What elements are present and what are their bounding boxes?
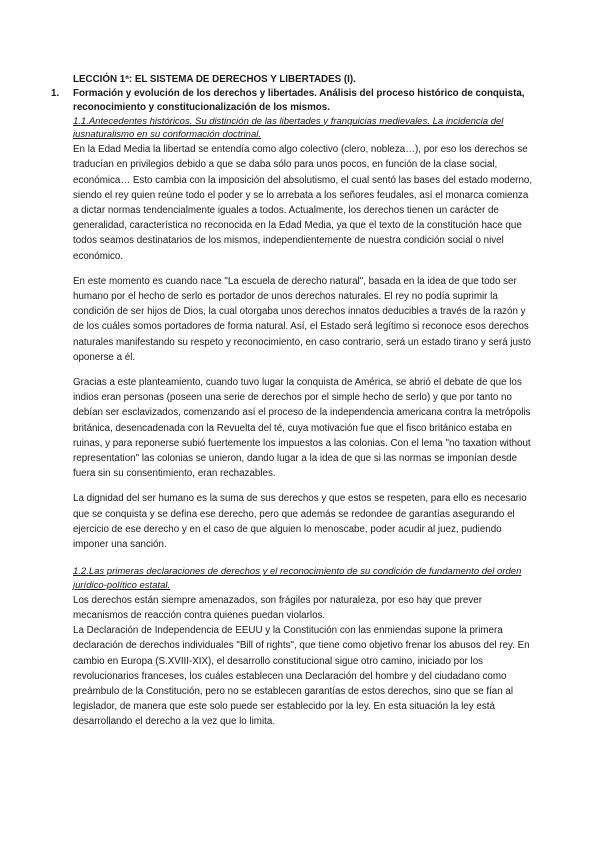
paragraph-declaracion-independencia: La Declaración de Independencia de EEUU y la Constitución con las enmiendas supone la primera declaración de derechos individuales "Bill of rights", que tiene como objetivo frenar los abusos del rey. En cambio en Europa (S.XVIII-XIX), el desarrollo constitucional sigue otro camino, iniciado por los revolucionarios franceses, los cuáles establecen una Declaración del hombre y del ciudadano como preámbulo de la Constitución, pero no se establecen garantías de estos derechos, sino que se fían al legislador, de manera que este solo puede ser establecido por la ley. En esta situación la ley está desarrollando el derecho a la vez que lo limita. xyxy=(73,625,530,728)
subsection-2-heading: 1.2.Las primeras declaraciones de derechos y el reconocimiento de su condición de fundamento del orden jurídico-político estatal. xyxy=(73,566,522,592)
paragraph-edad-media: En la Edad Media la libertad se entendía como algo colectivo (clero, nobleza…), por eso los derechos se traducían en privilegios debido a que se daba sólo para unos pocos, en función de la clase social, económica… Esto cambia con la imposición del absolutismo, el cual sentó las bases del estado moderno, siendo el rey quien reúne todo el poder y se lo arrebata a los señores feudales, así el monarca comienza a dictar normas tendencialmente iguales a todos. Actualmente, los derechos tienen un carácter de generalidad, característica no reconocida en la Edad Media, ya que el texto de la constitución hace que todos seamos destinatarios de los mismos, independientemente de nuestra condición social o nivel económico. xyxy=(73,144,533,262)
paragraph-escuela-derecho-natural: En este momento es cuando nace "La escuela de derecho natural", basada en la idea de que todo ser humano por el hecho de serlo es portador de unos derechos naturales. El rey no podía suprimir la condición de ser hijos de Dios, la cual otorgaba unos derechos innatos deducibles a través de la razón y de los cuáles somos portadores de forma natural. Así, el Estado será legítimo si reconoce esos derechos naturales manifestando su respeto y reconocimiento, en caso contrario, será un estado tirano y será justo oponerse a él. xyxy=(73,275,531,363)
section-heading xyxy=(51,87,535,115)
section-number: 1. xyxy=(51,88,60,99)
paragraph-derechos-amenazados: Los derechos están siempre amenazados, son frágiles por naturaleza, por eso hay que prever mecanismos de reacción contra quienes puedan violarlos. xyxy=(73,594,482,622)
lesson-title: LECCIÓN 1ª: EL SISTEMA DE DERECHOS Y LIBERTADES (I). xyxy=(73,74,356,85)
paragraph-dignidad: La dignidad del ser humano es la suma de sus derechos y que estos se respeten, para ello es necesario que se conquista y se defina ese derecho, pero que además se redondee de garantías asegurando el ejercicio de ese derecho y en el caso de que alguien lo menoscabe, poder acudir al juez, pudiendo imponer una sanción. xyxy=(73,493,527,551)
paragraph-conquista-america: Gracias a este planteamiento, cuando tuvo lugar la conquista de América, se abrió el debate de que los indios eran personas (poseen una serie de derechos por el simple hecho de serlo) y que por tanto no debían ser esclavizados, comenzando así el proceso de la independencia americana contra la metrópolis británica, desencadenada con la Revuelta del té, cuya motivación fue que el fisco británico estaba en ruinas, y para reponerse subió fuertemente los impuestos a las colonias. Con el lema "no taxation without representation" las colonias se unieron, dando lugar a la idea de que si las normas se imponían desde fuera sin su consentimiento, eran rechazables. xyxy=(73,377,531,480)
subsection-1-heading: 1.1.Antecedentes históricos. Su distinción de las libertades y franquicias medievales. La incidencia del iusnaturalismo en su conformación doctrinal. xyxy=(73,115,504,141)
section-title: Formación y evolución de los derechos y libertades. Análisis del proceso histórico de conquista, reconocimiento y constitucionalización de los mismos. xyxy=(73,88,525,113)
document-body xyxy=(51,73,535,730)
